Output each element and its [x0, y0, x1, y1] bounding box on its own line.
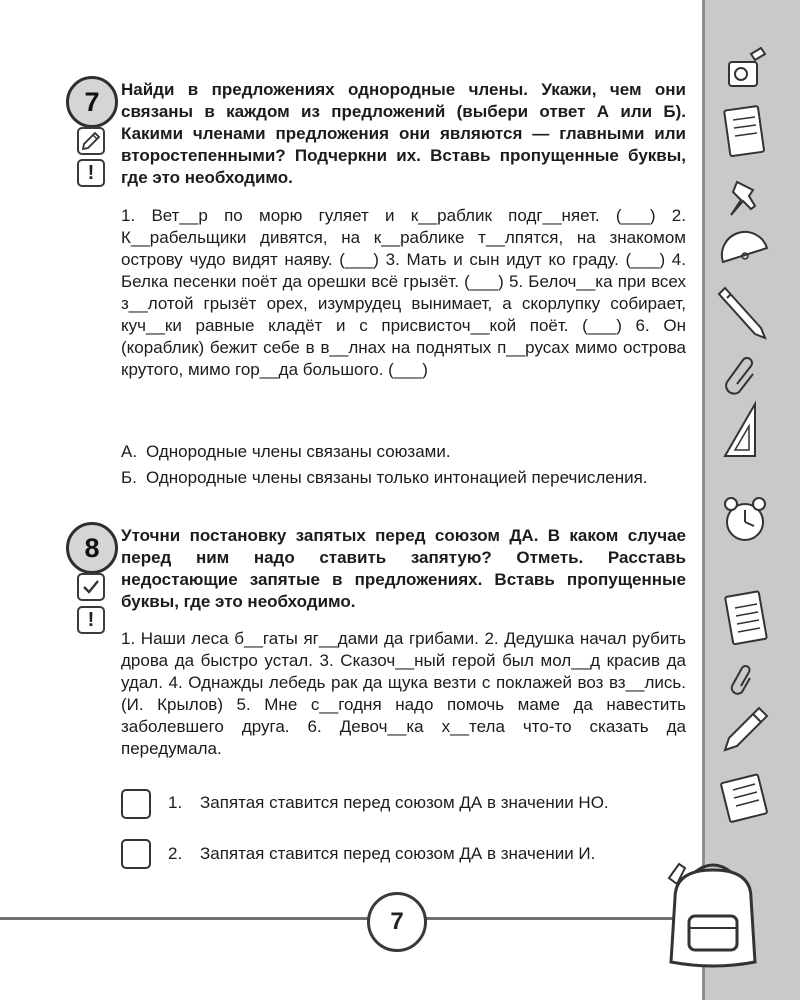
answer-checkbox-1[interactable]: [121, 789, 151, 819]
exclamation-icon: !: [77, 159, 105, 187]
choice-1-mark: 1.: [168, 793, 183, 812]
sharpener-icon: [715, 40, 775, 100]
triangle-ruler-icon: [715, 400, 775, 460]
task-8-number: 8: [66, 522, 118, 574]
alarm-clock-icon: [715, 490, 775, 550]
task-7-number: 7: [66, 76, 118, 128]
option-b-text: Однородные члены связаны только интонацией перечисления.: [146, 468, 648, 487]
task-8-exercise: 1. Наши леса б__гаты яг__дами да грибами. 2. Дедушка начал рубить дрова да быстро устал. 3. Сказоч__ный герой был мол__д красив да удал. 4. Однажды лебедь рак да щука везти с поклажей воз вз__лись. (И. Крылов) 5. Мне с__годня надо помочь маме да навестить заболевшего друга. 6. Девоч__ка х__тела что-то сказать да передумала.: [121, 629, 686, 758]
pen-icon: [715, 282, 775, 342]
answer-choice-2: [168, 843, 688, 887]
answer-choice-1: [168, 792, 688, 836]
task-8-instruction: Уточни постановку запятых перед союзом ДА. В каком случае перед ним надо ставить запятую? Отметь. Расставь недостающие запятые в предложениях. Вставь пропущенные буквы, где это необходимо.: [121, 526, 686, 611]
paper-clip-icon: [715, 344, 775, 404]
choice-2-mark: 2.: [168, 844, 183, 863]
task-7-option-a: [121, 441, 686, 463]
spiral-notebook-icon: [715, 588, 775, 648]
protractor-icon: [715, 218, 775, 278]
answer-checkbox-2[interactable]: [121, 839, 151, 869]
notepad-icon: [715, 100, 775, 160]
option-a-mark: А.: [121, 442, 138, 461]
choice-2-text: Запятая ставится перед союзом ДА в значении И.: [200, 844, 596, 863]
bottom-rule: [0, 917, 705, 920]
task-7-exercise: 1. Вет__р по морю гуляет и к__раблик подг__няет. (___) 2. К__рабельщики дивятся, на к__раблике т__лпятся, на знакомом острову чудо видят наяву. (___) 3. Мать и сын идут ко граду. (___) 4. Белка песенки поёт да орешки всё грызёт. (___) 5. Белоч__ка при всех з__лотой грызёт орех, изумрудец вынимает, а скорлупку собирает, куч__ки равные кладёт и с присвисточ__кой поёт. (___) 6. Он (кораблик) бежит себе в в__лнах на поднятых п__русах мимо острова крутого, мимо гор__да большого. (___): [121, 206, 686, 379]
pencil-side-icon: [715, 700, 775, 760]
task-7-option-b: [121, 467, 686, 511]
paper-clip-small-icon: [715, 650, 775, 700]
page-number: 7: [367, 892, 427, 952]
check-icon: [77, 573, 105, 601]
exclamation-icon: !: [77, 606, 105, 634]
choice-1-text: Запятая ставится перед союзом ДА в значении НО.: [200, 793, 609, 812]
option-a-text: Однородные члены связаны союзами.: [146, 442, 451, 461]
task-7-instruction: Найди в предложениях однородные члены. Укажи, чем они связаны в каждом из предложений (выбери ответ А или Б). Какими членами предложения они являются — главными или второстепенными? Подчеркни их. Вставь пропущенные буквы, где это необходимо.: [121, 80, 686, 187]
pencil-icon: [77, 127, 105, 155]
decorative-sidebar: [702, 0, 800, 1000]
book-stack-icon: [715, 766, 775, 826]
option-b-mark: Б.: [121, 468, 137, 487]
